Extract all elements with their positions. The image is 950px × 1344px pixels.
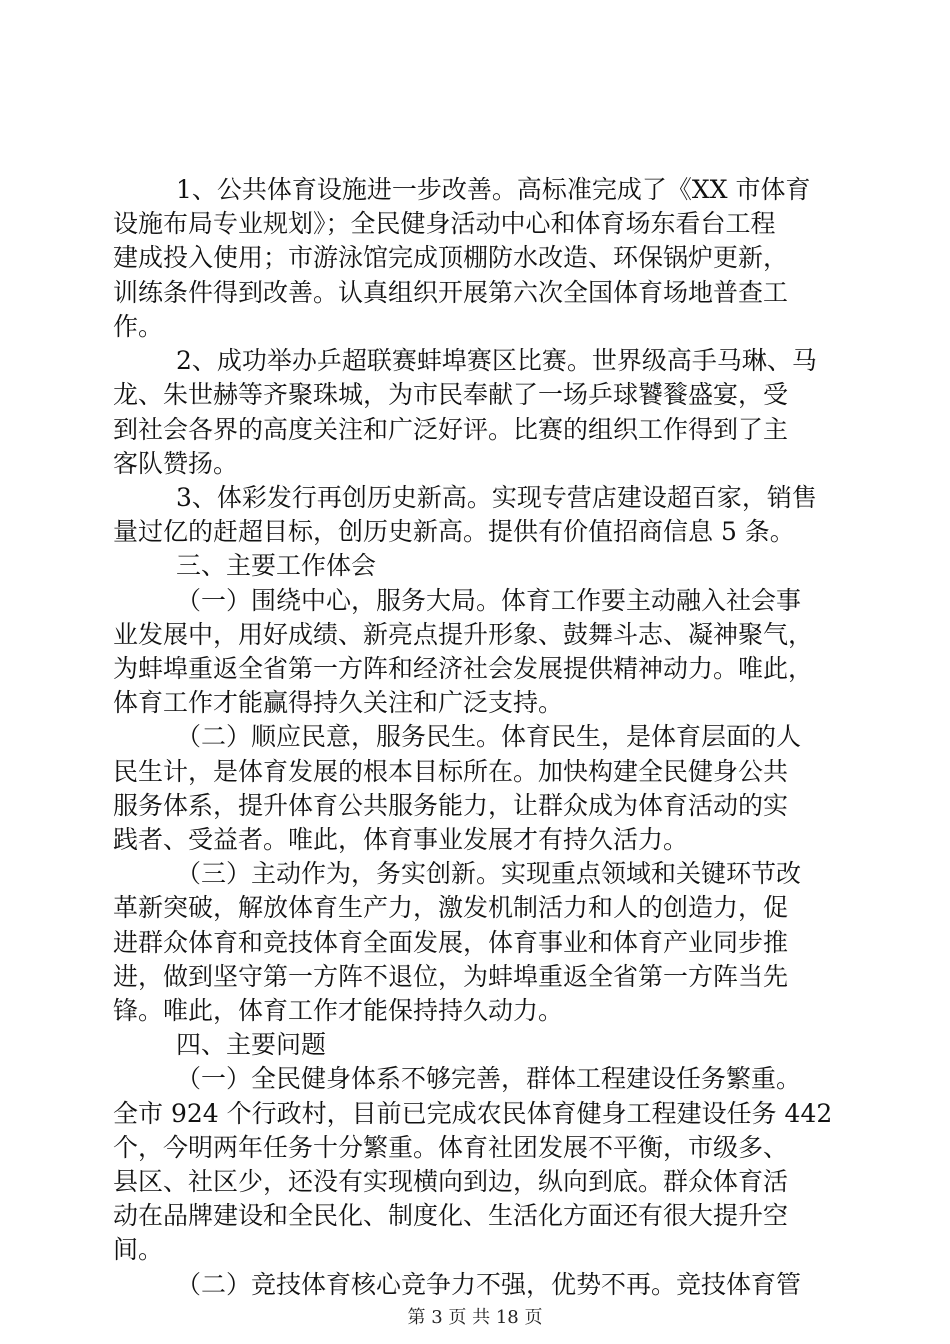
text-line: 县区、社区少，还没有实现横向到边，纵向到底。群众体育活 xyxy=(113,1167,789,1196)
text-line: 全市 924 个行政村，目前已完成农民体育健身工程建设任务 442 xyxy=(113,1099,833,1128)
text-line: 建成投入使用；市游泳馆完成顶棚防水改造、环保锅炉更新， xyxy=(113,243,789,272)
text-line: 进群众体育和竞技体育全面发展，体育事业和体育产业同步推 xyxy=(113,928,789,957)
text-line: 龙、朱世赫等齐聚珠城，为市民奉献了一场乒球饕餮盛宴，受 xyxy=(113,380,789,409)
text-line: 训练条件得到改善。认真组织开展第六次全国体育场地普查工 xyxy=(113,278,789,307)
text-line: 动在品牌建设和全民化、制度化、生活化方面还有很大提升空 xyxy=(113,1201,789,1230)
page-number-footer: 第 3 页 共 18 页 xyxy=(407,1307,543,1328)
text-line: 进，做到坚守第一方阵不退位，为蚌埠重返全省第一方阵当先 xyxy=(113,962,789,991)
text-line: （一）全民健身体系不够完善，群体工程建设任务繁重。 xyxy=(176,1064,802,1093)
text-line: （一）围绕中心，服务大局。体育工作要主动融入社会事 xyxy=(176,586,802,615)
text-line: 1、公共体育设施进一步改善。高标准完成了《XX 市体育 xyxy=(176,175,811,204)
text-line: 革新突破，解放体育生产力，激发机制活力和人的创造力，促 xyxy=(113,893,789,922)
text-line: 2、成功举办乒超联赛蚌埠赛区比赛。世界级高手马琳、马 xyxy=(176,346,817,375)
text-line: 客队赞扬。 xyxy=(113,449,239,478)
text-line: （二）竞技体育核心竞争力不强，优势不再。竞技体育管 xyxy=(176,1270,802,1299)
text-line: 作。 xyxy=(113,312,164,341)
text-line: 践者、受益者。唯此，体育事业发展才有持久活力。 xyxy=(113,825,689,854)
text-line: 量过亿的赶超目标，创历史新高。提供有价值招商信息 5 条。 xyxy=(113,517,795,546)
text-line: 体育工作才能赢得持久关注和广泛支持。 xyxy=(113,688,564,717)
text-line: 设施布局专业规划》；全民健身活动中心和体育场东看台工程 xyxy=(113,209,776,238)
text-line: 间。 xyxy=(113,1235,164,1264)
section-heading: 四、主要问题 xyxy=(176,1030,327,1059)
text-line: 服务体系，提升体育公共服务能力，让群众成为体育活动的实 xyxy=(113,791,789,820)
text-line: （二）顺应民意，服务民生。体育民生，是体育层面的人 xyxy=(176,722,802,751)
section-heading: 三、主要工作体会 xyxy=(176,551,377,580)
text-line: 为蚌埠重返全省第一方阵和经济社会发展提供精神动力。唯此， xyxy=(113,654,814,683)
text-line: （三）主动作为，务实创新。实现重点领域和关键环节改 xyxy=(176,859,802,888)
text-line: 业发展中，用好成绩、新亮点提升形象、鼓舞斗志、凝神聚气， xyxy=(113,620,814,649)
text-line: 锋。唯此，体育工作才能保持持久动力。 xyxy=(113,996,564,1025)
text-line: 个，今明两年任务十分繁重。体育社团发展不平衡，市级多、 xyxy=(113,1133,789,1162)
text-line: 民生计，是体育发展的根本目标所在。加快构建全民健身公共 xyxy=(113,757,789,786)
text-line: 到社会各界的高度关注和广泛好评。比赛的组织工作得到了主 xyxy=(113,415,789,444)
text-line: 3、体彩发行再创历史新高。实现专营店建设超百家，销售 xyxy=(176,483,817,512)
